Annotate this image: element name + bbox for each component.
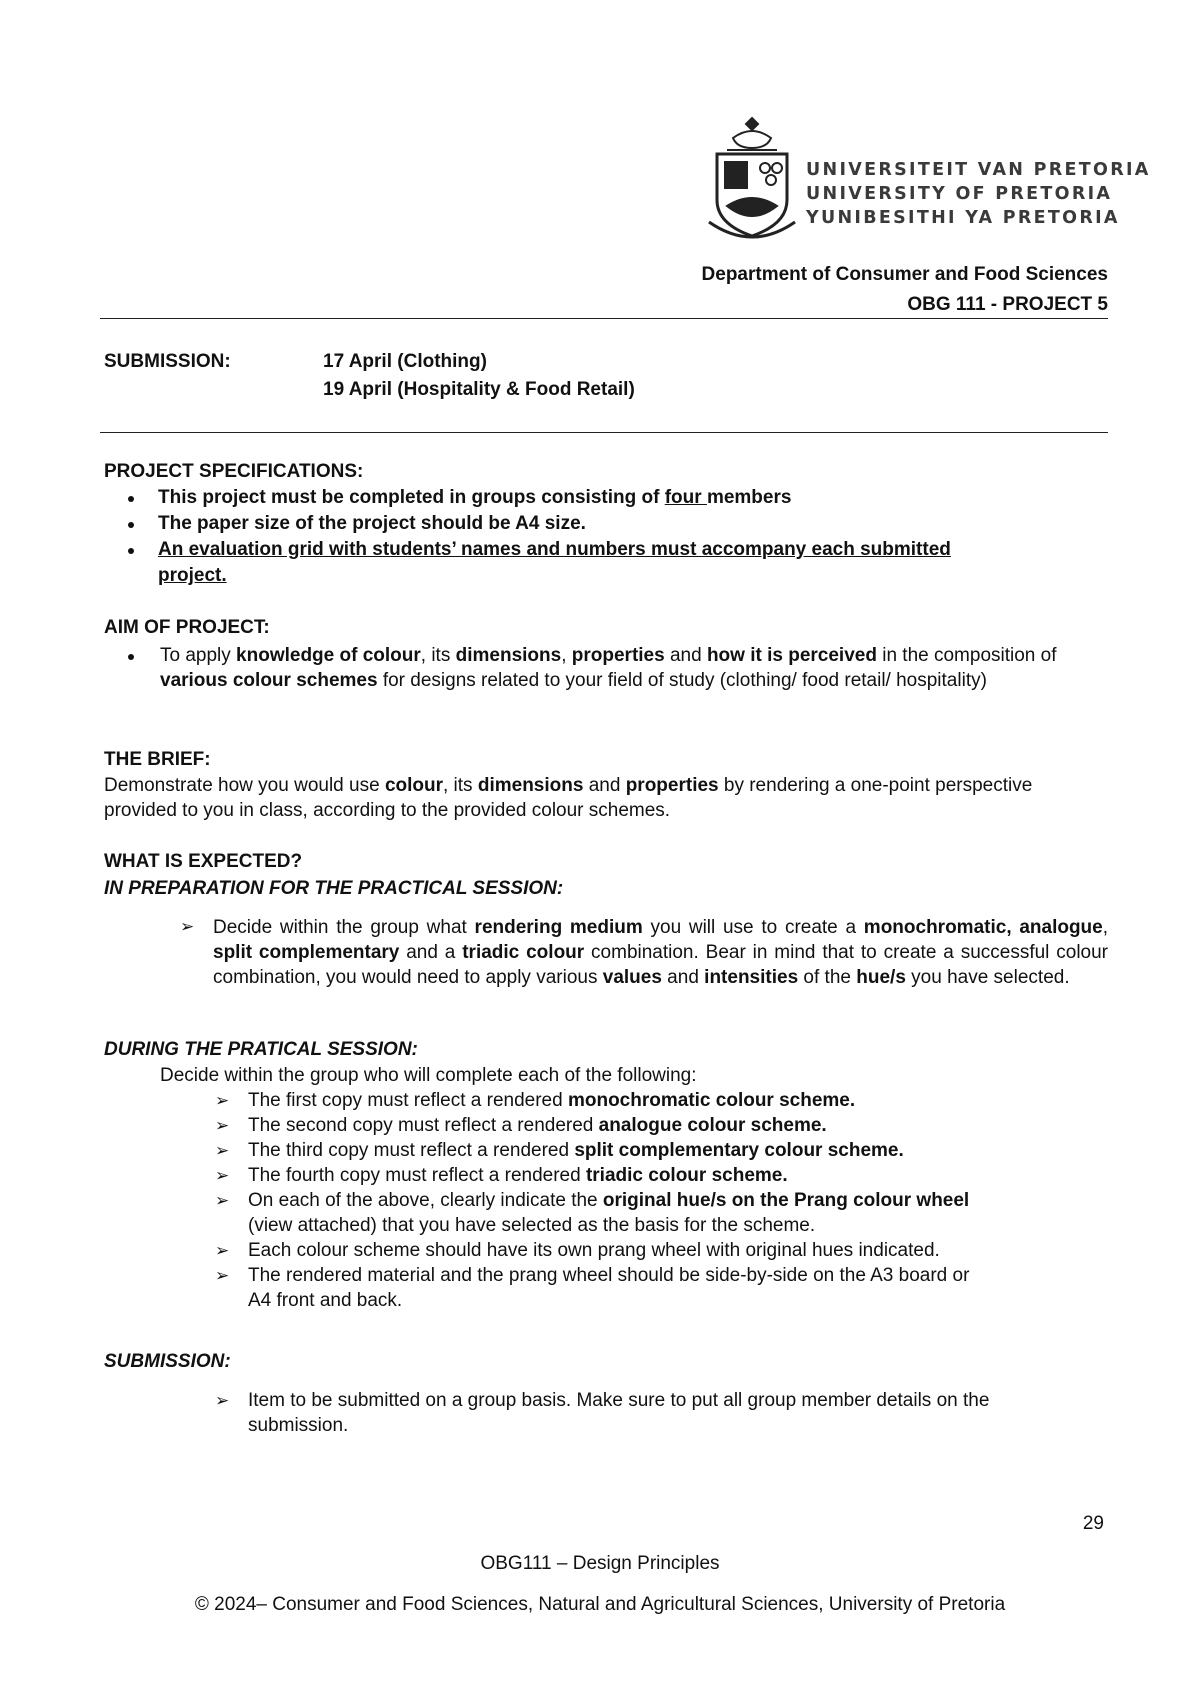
during-item-split-complementary: The third copy must reflect a rendered split complementary colour scheme. <box>248 1140 904 1161</box>
arrow-bullet-icon: ➢ <box>215 1166 230 1185</box>
submission-divider <box>100 432 1108 433</box>
bullet-dot <box>128 522 134 528</box>
during-item-triadic: The fourth copy must reflect a rendered triadic colour scheme. <box>248 1165 788 1186</box>
during-intro: Decide within the group who will complete each of the following: <box>160 1065 697 1086</box>
arrow-bullet-icon: ➢ <box>215 1141 230 1160</box>
during-item-monochromatic: The first copy must reflect a rendered monochromatic colour scheme. <box>248 1090 856 1111</box>
department-name: Department of Consumer and Food Sciences <box>701 264 1108 285</box>
during-item-prang-wheel-cont: (view attached) that you have selected as the basis for the scheme. <box>248 1215 816 1236</box>
document-header <box>702 260 1108 320</box>
project-title: OBG 111 - PROJECT 5 <box>907 294 1108 315</box>
university-name-sepedi: YUNIBESITHI YA PRETORIA <box>806 208 1120 228</box>
during-item-own-wheel: Each colour scheme should have its own prang wheel with original hues indicated. <box>248 1240 940 1261</box>
arrow-bullet-icon: ➢ <box>215 1116 230 1135</box>
arrow-bullet-icon: ➢ <box>215 1191 230 1210</box>
expected-heading: WHAT IS EXPECTED? <box>104 851 303 872</box>
bullet-dot <box>128 496 134 502</box>
during-item-side-by-side: The rendered material and the prang wheel should be side-by-side on the A3 board or <box>248 1265 970 1286</box>
brief-text: Demonstrate how you would use colour, its dimensions and properties by rendering a one-point perspective provided to you in class, according to the provided colour schemes. <box>104 775 1033 821</box>
spec-item-evaluation-grid-cont: project. <box>158 565 227 586</box>
bullet-dot <box>128 654 134 660</box>
spec-item-group-size: This project must be completed in groups consisting of four members <box>158 487 792 508</box>
submission-heading: SUBMISSION: <box>104 1351 231 1372</box>
university-name-block <box>806 158 1151 230</box>
during-item-side-by-side-cont: A4 front and back. <box>248 1290 403 1311</box>
submission-label: SUBMISSION: <box>104 351 231 372</box>
during-heading: DURING THE PRATICAL SESSION: <box>104 1039 418 1060</box>
submission-text: Item to be submitted on a group basis. Make sure to put all group member details on the <box>248 1390 990 1411</box>
arrow-bullet-icon: ➢ <box>180 917 195 936</box>
spec-item-paper-size: The paper size of the project should be A4 size. <box>158 513 586 534</box>
spec-item-evaluation-grid: An evaluation grid with students’ names and numbers must accompany each submitted <box>158 539 951 560</box>
arrow-bullet-icon: ➢ <box>215 1091 230 1110</box>
university-crest-logo <box>705 110 800 250</box>
page-number: 29 <box>1082 1513 1104 1534</box>
preparation-text: Decide within the group what rendering medium you will use to create a monochromatic, analogue, split complementary and a triadic colour combination. Bear in mind that to create a successful colour combination, you would need to apply various values and intensities of the hue/s you have selected. <box>213 917 1109 988</box>
submission-date-hospitality: 19 April (Hospitality & Food Retail) <box>323 379 635 400</box>
footer-course: OBG111 – Design Principles <box>480 1553 720 1574</box>
brief-heading: THE BRIEF: <box>104 749 211 770</box>
university-name-english: UNIVERSITY OF PRETORIA <box>806 184 1113 204</box>
arrow-bullet-icon: ➢ <box>215 1391 230 1410</box>
footer-copyright: © 2024– Consumer and Food Sciences, Natural and Agricultural Sciences, University of Pretoria <box>194 1594 1006 1615</box>
arrow-bullet-icon: ➢ <box>215 1266 230 1285</box>
aim-heading: AIM OF PROJECT: <box>104 617 270 638</box>
specs-heading: PROJECT SPECIFICATIONS: <box>104 461 364 482</box>
university-name-afrikaans: UNIVERSITEIT VAN PRETORIA <box>806 160 1151 180</box>
submission-date-clothing: 17 April (Clothing) <box>323 351 487 372</box>
submission-text-cont: submission. <box>248 1415 349 1436</box>
arrow-bullet-icon: ➢ <box>215 1241 230 1260</box>
during-item-analogue: The second copy must reflect a rendered analogue colour scheme. <box>248 1115 827 1136</box>
preparation-heading: IN PREPARATION FOR THE PRACTICAL SESSION: <box>104 878 564 899</box>
aim-text: To apply knowledge of colour, its dimensions, properties and how it is perceived in the composition of various colour schemes for designs related to your field of study (clothing/ food retail/ hospitality) <box>160 645 1057 691</box>
header-divider <box>100 318 1108 319</box>
bullet-dot <box>128 548 134 554</box>
during-item-prang-wheel: On each of the above, clearly indicate the original hue/s on the Prang colour wheel <box>248 1190 970 1211</box>
